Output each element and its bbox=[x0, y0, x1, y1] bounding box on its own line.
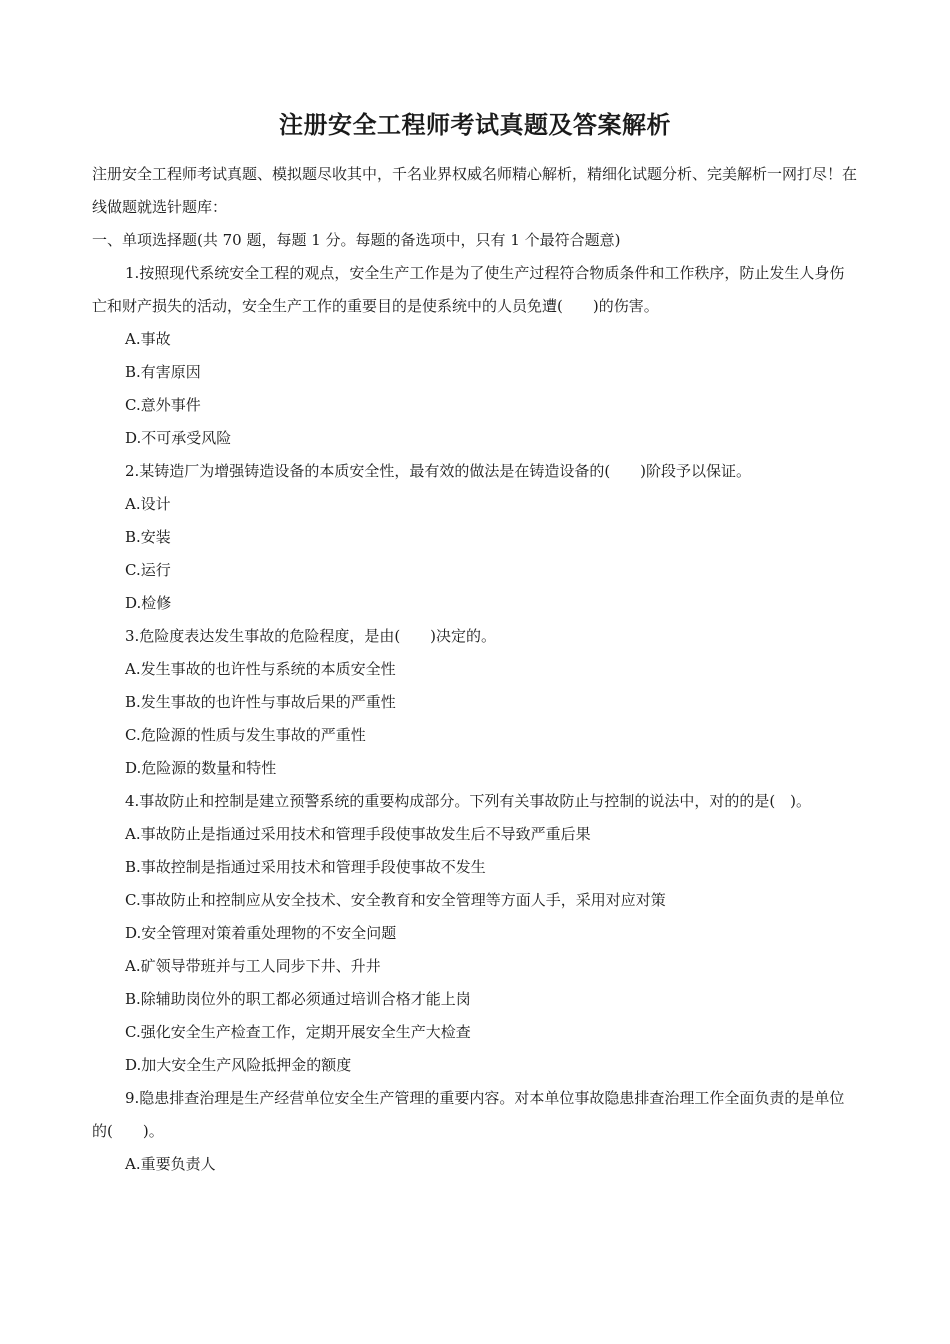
question-stem: 9.隐患排查治理是生产经营单位安全生产管理的重要内容。对本单位事故隐患排查治理工作全面负责的是单位的( )。 bbox=[92, 1089, 845, 1140]
option-b: B.有害原因 bbox=[125, 363, 201, 381]
option-c: C.强化安全生产检查工作，定期开展安全生产大检查 bbox=[125, 1023, 471, 1041]
section-heading: 一、单项选择题(共 70 题，每题 1 分。每题的备选项中，只有 1 个最符合题意) bbox=[92, 231, 621, 249]
option-b: B.安装 bbox=[125, 528, 171, 546]
question-1 bbox=[92, 257, 858, 455]
option-d: D.危险源的数量和特性 bbox=[125, 759, 277, 777]
option-b: B.发生事故的也许性与事故后果的严重性 bbox=[125, 693, 396, 711]
option-a: A.设计 bbox=[125, 495, 171, 513]
option-d: D.检修 bbox=[125, 594, 172, 612]
option-c: C.意外事件 bbox=[125, 396, 201, 414]
option-a: A.事故防止是指通过采用技术和管理手段使事故发生后不导致严重后果 bbox=[125, 825, 591, 843]
question-stem: 1.按照现代系统安全工程的观点，安全生产工作是为了使生产过程符合物质条件和工作秩序，防止发生人身伤亡和财产损失的活动，安全生产工作的重要目的是使系统中的人员免遭( )的伤害。 bbox=[92, 264, 845, 315]
option-a: A.重要负责人 bbox=[125, 1155, 216, 1173]
option-d: D.不可承受风险 bbox=[125, 429, 232, 447]
option-c: C.运行 bbox=[125, 561, 171, 579]
question-3 bbox=[92, 620, 858, 785]
option-a: A.矿领导带班并与工人同步下井、升井 bbox=[125, 957, 381, 975]
option-c: C.危险源的性质与发生事故的严重性 bbox=[125, 726, 366, 744]
document-title: 注册安全工程师考试真题及答案解析 bbox=[279, 110, 671, 139]
option-d: D.安全管理对策着重处理物的不安全问题 bbox=[125, 924, 397, 942]
question-4 bbox=[92, 785, 858, 1082]
option-c: C.事故防止和控制应从安全技术、安全教育和安全管理等方面人手，采用对应对策 bbox=[125, 891, 666, 909]
question-stem: 3.危险度表达发生事故的危险程度，是由( )决定的。 bbox=[125, 627, 497, 645]
option-d: D.加大安全生产风险抵押金的额度 bbox=[125, 1056, 352, 1074]
question-stem: 2.某铸造厂为增强铸造设备的本质安全性，最有效的做法是在铸造设备的( )阶段予以保证。 bbox=[125, 462, 752, 480]
question-stem: 4.事故防止和控制是建立预警系统的重要构成部分。下列有关事故防止与控制的说法中，对的的是( )。 bbox=[125, 792, 812, 810]
question-9 bbox=[92, 1082, 858, 1181]
option-b: B.事故控制是指通过采用技术和管理手段使事故不发生 bbox=[125, 858, 486, 876]
option-a: A.事故 bbox=[125, 330, 171, 348]
question-2 bbox=[92, 455, 858, 620]
option-b: B.除辅助岗位外的职工都必须通过培训合格才能上岗 bbox=[125, 990, 471, 1008]
option-a: A.发生事故的也许性与系统的本质安全性 bbox=[125, 660, 396, 678]
intro-paragraph: 注册安全工程师考试真题、模拟题尽收其中，千名业界权威名师精心解析，精细化试题分析、完美解析一网打尽！在线做题就选针题库： bbox=[92, 165, 858, 216]
